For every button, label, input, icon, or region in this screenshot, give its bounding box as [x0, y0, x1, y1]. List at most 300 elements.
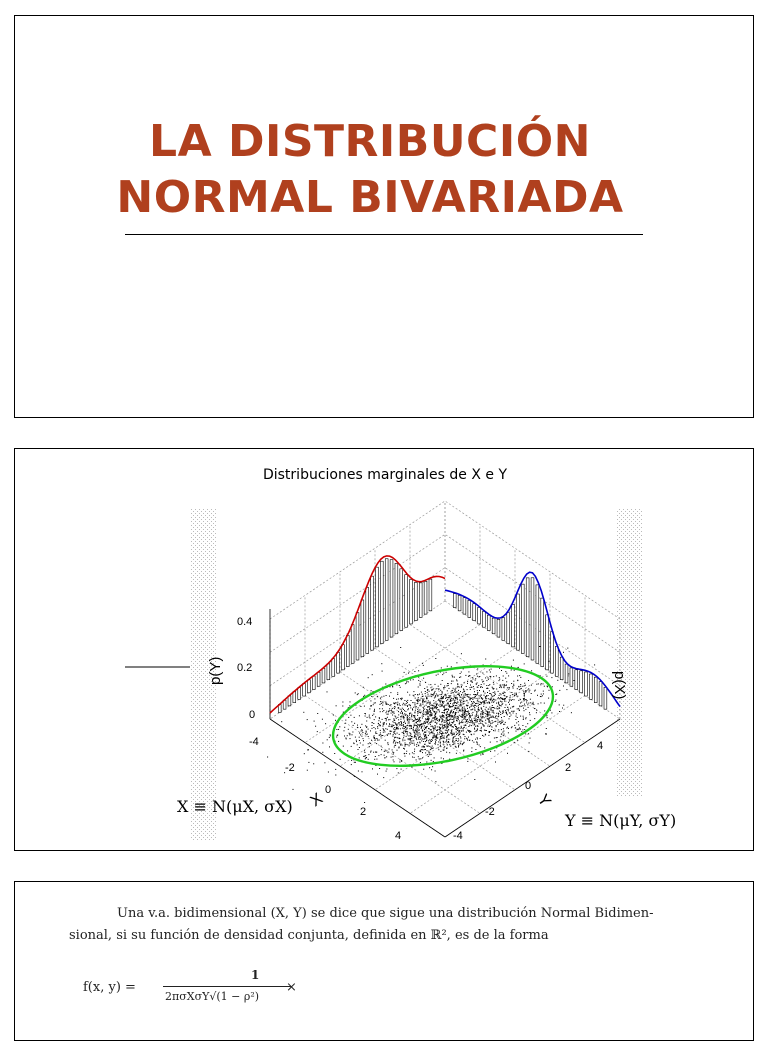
scatter-point: [399, 747, 400, 748]
scatter-point: [464, 714, 465, 715]
scatter-point: [388, 704, 389, 705]
scatter-point: [418, 707, 419, 708]
scatter-point: [463, 728, 464, 729]
scatter-point: [537, 695, 538, 696]
scatter-point: [512, 726, 513, 727]
scatter-point: [388, 744, 389, 745]
scatter-point: [493, 717, 494, 718]
scatter-point: [416, 739, 417, 740]
scatter-point: [411, 728, 412, 729]
scatter-point: [360, 727, 361, 728]
scatter-point: [442, 733, 443, 734]
scatter-point: [432, 694, 433, 695]
scatter-point: [466, 711, 467, 712]
scatter-point: [460, 710, 461, 711]
scatter-point: [413, 679, 414, 680]
scatter-point: [418, 687, 419, 688]
scatter-point: [422, 757, 423, 758]
scatter-point: [382, 671, 383, 672]
scatter-point: [376, 743, 377, 744]
scatter-point: [440, 684, 441, 685]
scatter-point: [505, 671, 506, 672]
scatter-point: [493, 692, 494, 693]
scatter-point: [439, 719, 440, 720]
scatter-point: [527, 700, 528, 701]
scatter-point: [548, 698, 549, 699]
scatter-point: [483, 691, 484, 692]
scatter-point: [467, 694, 468, 695]
scatter-point: [484, 747, 485, 748]
scatter-point: [449, 723, 450, 724]
definition-slide: [14, 881, 754, 1041]
scatter-point: [440, 717, 441, 718]
scatter-point: [353, 725, 354, 726]
histogram-bar: [346, 635, 349, 666]
scatter-point: [437, 704, 438, 705]
scatter-point: [397, 742, 398, 743]
scatter-point: [427, 716, 428, 717]
scatter-point: [436, 694, 437, 695]
scatter-point: [447, 720, 448, 721]
scatter-point: [523, 691, 524, 692]
scatter-point: [439, 711, 440, 712]
scatter-point: [530, 738, 531, 739]
scatter-point: [407, 702, 408, 703]
scatter-point: [429, 709, 430, 710]
scatter-point: [567, 648, 568, 649]
scatter-point: [427, 692, 428, 693]
scatter-point: [400, 705, 401, 706]
scatter-point: [308, 762, 309, 763]
histogram-bar: [521, 584, 524, 653]
scatter-point: [449, 752, 450, 753]
scatter-point: [425, 682, 426, 683]
scatter-point: [460, 673, 461, 674]
scatter-point: [307, 749, 308, 750]
scatter-point: [414, 724, 415, 725]
scatter-point: [479, 690, 480, 691]
scatter-point: [449, 707, 450, 708]
scatter-point: [458, 708, 459, 709]
histogram-bar: [555, 646, 558, 676]
scatter-point: [370, 700, 371, 701]
scatter-point: [543, 691, 544, 692]
scatter-point: [482, 723, 483, 724]
scatter-point: [374, 759, 375, 760]
scatter-point: [477, 693, 478, 694]
scatter-point: [457, 741, 458, 742]
scatter-point: [395, 723, 396, 724]
scatter-point: [443, 701, 444, 702]
scatter-point: [397, 733, 398, 734]
scatter-point: [421, 740, 422, 741]
scatter-point: [543, 693, 544, 694]
scatter-point: [473, 706, 474, 707]
scatter-point: [429, 708, 430, 709]
scatter-point: [452, 738, 453, 739]
scatter-point: [431, 687, 432, 688]
scatter-point: [453, 733, 454, 734]
scatter-point: [458, 706, 459, 707]
scatter-point: [431, 730, 432, 731]
scatter-point: [477, 742, 478, 743]
scatter-point: [436, 707, 437, 708]
scatter-point: [372, 728, 373, 729]
histogram-bar: [565, 664, 568, 683]
scatter-point: [453, 681, 454, 682]
scatter-point: [444, 710, 445, 711]
scatter-point: [485, 734, 486, 735]
scatter-point: [459, 694, 460, 695]
scatter-point: [455, 705, 456, 706]
scatter-point: [434, 718, 435, 719]
scatter-point: [520, 703, 521, 704]
scatter-point: [403, 733, 404, 734]
scatter-point: [435, 722, 436, 723]
scatter-point: [526, 717, 527, 718]
scatter-point: [434, 692, 435, 693]
scatter-point: [355, 762, 356, 763]
scatter-point: [350, 701, 351, 702]
scatter-point: [388, 719, 389, 720]
scatter-point: [399, 704, 400, 705]
scatter-point: [465, 693, 466, 694]
scatter-point: [503, 735, 504, 736]
scatter-point: [465, 719, 466, 720]
scatter-point: [419, 683, 420, 684]
scatter-point: [533, 704, 534, 705]
scatter-point: [393, 742, 394, 743]
scatter-point: [393, 752, 394, 753]
scatter-point: [502, 680, 503, 681]
scatter-point: [504, 692, 505, 693]
scatter-point: [476, 730, 477, 731]
scatter-point: [418, 745, 419, 746]
scatter-point: [407, 705, 408, 706]
scatter-point: [424, 723, 425, 724]
scatter-point: [442, 692, 443, 693]
scatter-point: [440, 702, 441, 703]
scatter-point: [422, 752, 423, 753]
scatter-point: [437, 732, 438, 733]
scatter-point: [515, 719, 516, 720]
scatter-point: [456, 662, 457, 663]
scatter-point: [458, 693, 459, 694]
scatter-point: [424, 722, 425, 723]
scatter-point: [507, 687, 508, 688]
scatter-point: [452, 675, 453, 676]
scatter-point: [471, 698, 472, 699]
scatter-point: [417, 694, 418, 695]
scatter-point: [438, 688, 439, 689]
scatter-point: [424, 714, 425, 715]
scatter-point: [505, 678, 506, 679]
scatter-point: [454, 741, 455, 742]
scatter-point: [524, 693, 525, 694]
scatter-point: [420, 720, 421, 721]
scatter-point: [504, 695, 505, 696]
scatter-point: [428, 694, 429, 695]
scatter-point: [412, 736, 413, 737]
scatter-point: [458, 712, 459, 713]
scatter-point: [469, 707, 470, 708]
scatter-point: [402, 745, 403, 746]
scatter-point: [403, 732, 404, 733]
scatter-point: [436, 705, 437, 706]
scatter-point: [451, 731, 452, 732]
scatter-point: [486, 707, 487, 708]
scatter-point: [433, 737, 434, 738]
scatter-point: [381, 749, 382, 750]
scatter-point: [377, 696, 378, 697]
scatter-point: [407, 744, 408, 745]
scatter-point: [449, 695, 450, 696]
scatter-point: [422, 718, 423, 719]
scatter-point: [419, 732, 420, 733]
scatter-point: [401, 722, 402, 723]
scatter-point: [477, 728, 478, 729]
scatter-point: [376, 759, 377, 760]
scatter-point: [519, 710, 520, 711]
scatter-point: [459, 730, 460, 731]
scatter-point: [464, 682, 465, 683]
title-underline: [125, 234, 643, 235]
scatter-point: [486, 710, 487, 711]
scatter-point: [508, 702, 509, 703]
scatter-point: [409, 728, 410, 729]
scatter-point: [422, 699, 423, 700]
scatter-point: [368, 754, 369, 755]
scatter-point: [345, 723, 346, 724]
scatter-point: [454, 717, 455, 718]
scatter-point: [440, 690, 441, 691]
scatter-point: [425, 732, 426, 733]
scatter-point: [358, 749, 359, 750]
scatter-point: [429, 718, 430, 719]
scatter-point: [414, 745, 415, 746]
scatter-point: [407, 706, 408, 707]
histogram-bar: [395, 563, 398, 633]
histogram-bar: [322, 668, 325, 683]
scatter-point: [490, 672, 491, 673]
scatter-point: [458, 740, 459, 741]
scatter-point: [471, 719, 472, 720]
scatter-point: [463, 713, 464, 714]
scatter-point: [455, 698, 456, 699]
scatter-point: [443, 712, 444, 713]
scatter-point: [474, 720, 475, 721]
scatter-point: [408, 721, 409, 722]
scatter-point: [455, 700, 456, 701]
scatter-point: [468, 697, 469, 698]
scatter-point: [521, 702, 522, 703]
scatter-point: [481, 727, 482, 728]
scatter-point: [460, 743, 461, 744]
scatter-point: [485, 723, 486, 724]
scatter-point: [502, 713, 503, 714]
histogram-bar: [531, 578, 534, 660]
histogram-bar: [546, 615, 549, 670]
scatter-point: [392, 708, 393, 709]
scatter-point: [354, 717, 355, 718]
scatter-point: [508, 732, 509, 733]
scatter-point: [443, 698, 444, 699]
scatter-point: [357, 694, 358, 695]
scatter-point: [506, 681, 507, 682]
scatter-point: [462, 743, 463, 744]
scatter-point: [304, 753, 305, 754]
scatter-point: [463, 695, 464, 696]
scatter-point: [495, 730, 496, 731]
scatter-point: [438, 705, 439, 706]
scatter-point: [398, 729, 399, 730]
scatter-point: [563, 652, 564, 653]
scatter-point: [368, 736, 369, 737]
scatter-point: [443, 728, 444, 729]
scatter-point: [456, 705, 457, 706]
scatter-point: [517, 696, 518, 697]
scatter-point: [457, 733, 458, 734]
scatter-point: [414, 757, 415, 758]
scatter-point: [482, 710, 483, 711]
scatter-point: [546, 728, 547, 729]
scatter-point: [396, 699, 397, 700]
scatter-point: [402, 704, 403, 705]
scatter-point: [418, 738, 419, 739]
scatter-point: [442, 704, 443, 705]
scatter-point: [416, 732, 417, 733]
scatter-point: [492, 705, 493, 706]
z-axis-label-left: p(Y): [207, 656, 224, 685]
scatter-point: [477, 682, 478, 683]
scatter-point: [468, 711, 469, 712]
scatter-point: [424, 701, 425, 702]
scatter-point: [464, 701, 465, 702]
scatter-point: [435, 744, 436, 745]
scatter-point: [507, 707, 508, 708]
scatter-point: [497, 708, 498, 709]
scatter-point: [398, 772, 399, 773]
scatter-point: [394, 722, 395, 723]
scatter-point: [456, 734, 457, 735]
scatter-point: [493, 676, 494, 677]
scatter-point: [500, 714, 501, 715]
scatter-point: [428, 751, 429, 752]
scatter-point: [489, 732, 490, 733]
scatter-point: [423, 723, 424, 724]
scatter-point: [434, 711, 435, 712]
scatter-point: [409, 717, 410, 718]
scatter-point: [429, 746, 430, 747]
scatter-point: [363, 687, 364, 688]
scatter-point: [425, 728, 426, 729]
scatter-point: [439, 730, 440, 731]
scatter-point: [366, 726, 367, 727]
scatter-point: [452, 713, 453, 714]
scatter-point: [410, 725, 411, 726]
scatter-point: [400, 759, 401, 760]
scatter-point: [414, 735, 415, 736]
definition-line-1: Una v.a. bidimensional (X, Y) se dice que sigue una distribución Normal Bidimen-: [117, 906, 654, 921]
scatter-point: [407, 717, 408, 718]
scatter-point: [477, 712, 478, 713]
scatter-point: [474, 779, 475, 780]
scatter-point: [493, 702, 494, 703]
scatter-point: [430, 743, 431, 744]
scatter-point: [432, 718, 433, 719]
scatter-point: [490, 722, 491, 723]
scatter-point: [436, 736, 437, 737]
scatter-point: [409, 739, 410, 740]
scatter-point: [508, 709, 509, 710]
scatter-point: [446, 705, 447, 706]
scatter-point: [440, 746, 441, 747]
scatter-point: [525, 690, 526, 691]
scatter-point: [493, 682, 494, 683]
scatter-point: [435, 771, 436, 772]
scatter-point: [433, 688, 434, 689]
scatter-point: [406, 681, 407, 682]
scatter-point: [360, 743, 361, 744]
scatter-point: [494, 701, 495, 702]
scatter-point: [384, 751, 385, 752]
scatter-point: [464, 725, 465, 726]
scatter-point: [365, 733, 366, 734]
scatter-point: [414, 671, 415, 672]
scatter-point: [500, 693, 501, 694]
scatter-point: [385, 728, 386, 729]
scatter-point: [471, 734, 472, 735]
scatter-point: [495, 717, 496, 718]
scatter-point: [441, 716, 442, 717]
scatter-point: [395, 743, 396, 744]
scatter-point: [390, 733, 391, 734]
scatter-point: [445, 722, 446, 723]
scatter-point: [449, 734, 450, 735]
scatter-point: [464, 718, 465, 719]
scatter-point: [448, 724, 449, 725]
scatter-point: [481, 703, 482, 704]
scatter-point: [420, 762, 421, 763]
scatter-point: [469, 722, 470, 723]
scatter-point: [450, 701, 451, 702]
scatter-point: [429, 714, 430, 715]
scatter-point: [509, 704, 510, 705]
scatter-point: [468, 726, 469, 727]
histogram-bar: [337, 652, 340, 673]
scatter-point: [493, 710, 494, 711]
scatter-point: [430, 749, 431, 750]
scatter-point: [441, 736, 442, 737]
scatter-point: [477, 692, 478, 693]
scatter-point: [418, 756, 419, 757]
scatter-point: [563, 705, 564, 706]
scatter-point: [464, 707, 465, 708]
scatter-point: [448, 685, 449, 686]
scatter-point: [434, 725, 435, 726]
scatter-point: [416, 738, 417, 739]
scatter-point: [351, 760, 352, 761]
scatter-point: [496, 689, 497, 690]
scatter-point: [342, 702, 343, 703]
scatter-point: [397, 717, 398, 718]
scatter-point: [449, 688, 450, 689]
scatter-point: [422, 713, 423, 714]
grid-line: [375, 672, 550, 790]
scatter-point: [467, 715, 468, 716]
scatter-point: [477, 738, 478, 739]
x-tick: 4: [395, 830, 402, 842]
